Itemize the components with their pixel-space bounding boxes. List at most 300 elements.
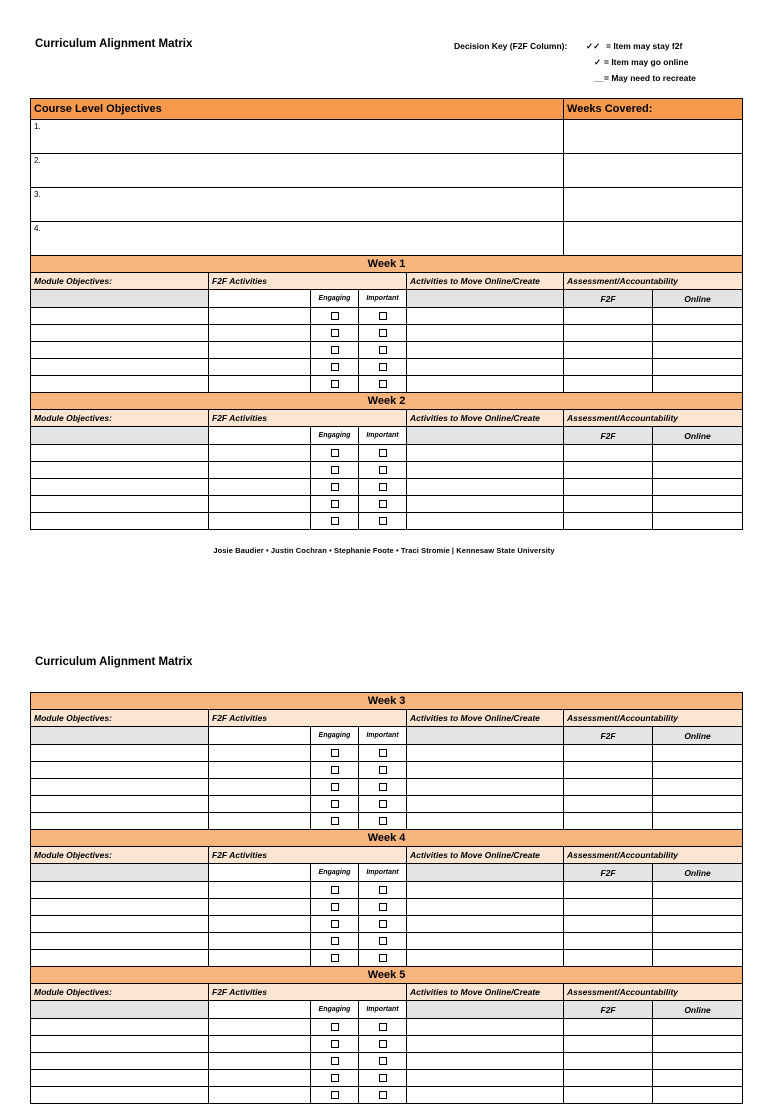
engaging-checkbox[interactable] [331, 380, 339, 388]
move-online-field[interactable] [407, 462, 564, 479]
f2f-activity-field[interactable] [209, 496, 311, 513]
important-checkbox[interactable] [379, 483, 387, 491]
important-header: Important [359, 1001, 407, 1019]
f2f-activity-field[interactable] [209, 342, 311, 359]
f2f-activity-field[interactable] [209, 359, 311, 376]
f2f-assessment-field[interactable] [564, 325, 653, 342]
engaging-checkbox[interactable] [331, 517, 339, 525]
engaging-checkbox[interactable] [331, 466, 339, 474]
important-checkbox[interactable] [379, 749, 387, 757]
f2f-assessment-header: F2F [564, 290, 653, 308]
f2f-activity-field[interactable] [209, 779, 311, 796]
f2f-activity-field[interactable] [209, 762, 311, 779]
table-row [31, 479, 743, 496]
online-assessment-field[interactable] [653, 779, 743, 796]
move-online-field[interactable] [407, 1070, 564, 1087]
table-row [31, 813, 743, 830]
decision-key-label: Decision Key (F2F Column): [454, 41, 568, 51]
module-objectives-subcell [31, 427, 209, 445]
blank-line-icon: __ [594, 73, 604, 83]
important-checkbox-cell [359, 950, 407, 967]
online-assessment-header: Online [653, 427, 743, 445]
important-checkbox-cell [359, 745, 407, 762]
f2f-activity-field[interactable] [209, 1053, 311, 1070]
table-row [31, 1036, 743, 1053]
table-row [31, 916, 743, 933]
module-objective-field[interactable] [31, 376, 209, 393]
column-header-row [31, 984, 743, 1001]
engaging-checkbox-cell [311, 1087, 359, 1104]
f2f-activity-field[interactable] [209, 796, 311, 813]
move-online-header: Activities to Move Online/Create [407, 984, 564, 1001]
f2f-activity-field[interactable] [209, 462, 311, 479]
engaging-checkbox-cell [311, 779, 359, 796]
f2f-assessment-field[interactable] [564, 813, 653, 830]
important-checkbox[interactable] [379, 886, 387, 894]
engaging-checkbox-cell [311, 325, 359, 342]
important-checkbox[interactable] [379, 1091, 387, 1099]
engaging-checkbox-cell [311, 933, 359, 950]
module-objectives-subcell [31, 290, 209, 308]
double-check-icon: ✓✓ [586, 41, 601, 51]
engaging-checkbox-cell [311, 762, 359, 779]
move-online-subcell [407, 727, 564, 745]
engaging-checkbox-cell [311, 916, 359, 933]
online-assessment-field[interactable] [653, 513, 743, 530]
f2f-assessment-field[interactable] [564, 1019, 653, 1036]
important-checkbox[interactable] [379, 783, 387, 791]
move-online-field[interactable] [407, 1036, 564, 1053]
table-row [31, 496, 743, 513]
table-row [31, 745, 743, 762]
module-objectives-header: Module Objectives: [31, 984, 209, 1001]
module-objectives-header: Module Objectives: [31, 847, 209, 864]
f2f-activities-subcell [209, 427, 311, 445]
f2f-assessment-field[interactable] [564, 882, 653, 899]
important-checkbox[interactable] [379, 312, 387, 320]
online-assessment-field[interactable] [653, 325, 743, 342]
f2f-activity-field[interactable] [209, 882, 311, 899]
alignment-matrix-page2 [30, 692, 743, 1104]
objective-text-field[interactable]: 1. [31, 120, 564, 154]
online-assessment-field[interactable] [653, 813, 743, 830]
important-checkbox[interactable] [379, 903, 387, 911]
module-objectives-header: Module Objectives: [31, 710, 209, 727]
sub-header-row [31, 864, 743, 882]
engaging-checkbox[interactable] [331, 903, 339, 911]
f2f-assessment-field[interactable] [564, 1036, 653, 1053]
weeks-covered-field[interactable] [564, 222, 743, 256]
move-online-field[interactable] [407, 1087, 564, 1104]
engaging-checkbox[interactable] [331, 920, 339, 928]
online-assessment-field[interactable] [653, 933, 743, 950]
f2f-activity-field[interactable] [209, 950, 311, 967]
f2f-activity-field[interactable] [209, 1087, 311, 1104]
table-row [31, 359, 743, 376]
f2f-activity-field[interactable] [209, 916, 311, 933]
module-objective-field[interactable] [31, 359, 209, 376]
important-checkbox-cell [359, 1019, 407, 1036]
engaging-checkbox[interactable] [331, 954, 339, 962]
table-row [31, 899, 743, 916]
engaging-checkbox-cell [311, 1036, 359, 1053]
important-checkbox-cell [359, 762, 407, 779]
f2f-activity-field[interactable] [209, 1019, 311, 1036]
move-online-field[interactable] [407, 882, 564, 899]
move-online-field[interactable] [407, 445, 564, 462]
footer-credits: Josie Baudier • Justin Cochran • Stephanie Foote • Traci Stromie | Kennesaw State University [213, 546, 555, 555]
f2f-activities-subcell [209, 1001, 311, 1019]
important-checkbox[interactable] [379, 954, 387, 962]
engaging-checkbox-cell [311, 950, 359, 967]
engaging-checkbox[interactable] [331, 329, 339, 337]
online-assessment-field[interactable] [653, 445, 743, 462]
table-row [31, 762, 743, 779]
objective-row [31, 154, 743, 188]
f2f-assessment-field[interactable] [564, 462, 653, 479]
online-assessment-field[interactable] [653, 916, 743, 933]
engaging-checkbox-cell [311, 899, 359, 916]
online-assessment-field[interactable] [653, 308, 743, 325]
online-assessment-field[interactable] [653, 796, 743, 813]
engaging-checkbox[interactable] [331, 766, 339, 774]
f2f-assessment-field[interactable] [564, 779, 653, 796]
f2f-activity-field[interactable] [209, 376, 311, 393]
table-row [31, 950, 743, 967]
online-assessment-field[interactable] [653, 479, 743, 496]
f2f-assessment-field[interactable] [564, 916, 653, 933]
f2f-activity-field[interactable] [209, 1036, 311, 1053]
f2f-assessment-header: F2F [564, 1001, 653, 1019]
important-checkbox-cell [359, 779, 407, 796]
week-header-row [31, 256, 743, 273]
engaging-header: Engaging [311, 1001, 359, 1019]
module-objectives-subcell [31, 864, 209, 882]
important-checkbox-cell [359, 445, 407, 462]
f2f-assessment-field[interactable] [564, 1053, 653, 1070]
important-checkbox-cell [359, 308, 407, 325]
table-row [31, 308, 743, 325]
module-objective-field[interactable] [31, 342, 209, 359]
important-checkbox[interactable] [379, 449, 387, 457]
important-checkbox-cell [359, 342, 407, 359]
assessment-header: Assessment/Accountability [564, 273, 743, 290]
objective-row [31, 120, 743, 154]
week-header-row [31, 393, 743, 410]
important-checkbox[interactable] [379, 817, 387, 825]
weeks-covered-field[interactable] [564, 120, 743, 154]
important-header: Important [359, 290, 407, 308]
objective-text-field[interactable]: 2. [31, 154, 564, 188]
online-assessment-field[interactable] [653, 359, 743, 376]
module-objective-field[interactable] [31, 445, 209, 462]
online-assessment-header: Online [653, 1001, 743, 1019]
engaging-header: Engaging [311, 864, 359, 882]
engaging-checkbox-cell [311, 513, 359, 530]
move-online-header: Activities to Move Online/Create [407, 710, 564, 727]
table-row [31, 1019, 743, 1036]
important-checkbox-cell [359, 513, 407, 530]
f2f-assessment-field[interactable] [564, 479, 653, 496]
important-checkbox[interactable] [379, 766, 387, 774]
f2f-activity-field[interactable] [209, 325, 311, 342]
f2f-activities-header: F2F Activities [209, 984, 407, 1001]
f2f-assessment-field[interactable] [564, 376, 653, 393]
important-checkbox[interactable] [379, 1074, 387, 1082]
f2f-assessment-field[interactable] [564, 762, 653, 779]
move-online-header: Activities to Move Online/Create [407, 410, 564, 427]
f2f-activity-field[interactable] [209, 899, 311, 916]
decision-key-text: = May need to recreate [604, 73, 696, 83]
important-checkbox-cell [359, 882, 407, 899]
engaging-checkbox[interactable] [331, 1057, 339, 1065]
engaging-checkbox[interactable] [331, 500, 339, 508]
f2f-assessment-field[interactable] [564, 950, 653, 967]
online-assessment-field[interactable] [653, 462, 743, 479]
move-online-field[interactable] [407, 359, 564, 376]
important-checkbox[interactable] [379, 937, 387, 945]
online-assessment-field[interactable] [653, 1070, 743, 1087]
important-checkbox[interactable] [379, 380, 387, 388]
move-online-field[interactable] [407, 916, 564, 933]
column-header-row [31, 410, 743, 427]
module-objective-field[interactable] [31, 796, 209, 813]
module-objective-field[interactable] [31, 916, 209, 933]
move-online-subcell [407, 290, 564, 308]
important-header: Important [359, 427, 407, 445]
f2f-assessment-field[interactable] [564, 445, 653, 462]
week-title: Week 2 [31, 393, 743, 410]
online-assessment-header: Online [653, 727, 743, 745]
f2f-assessment-field[interactable] [564, 1087, 653, 1104]
important-checkbox-cell [359, 899, 407, 916]
engaging-checkbox[interactable] [331, 886, 339, 894]
important-checkbox-cell [359, 1070, 407, 1087]
important-checkbox-cell [359, 479, 407, 496]
engaging-checkbox[interactable] [331, 1074, 339, 1082]
move-online-field[interactable] [407, 745, 564, 762]
f2f-assessment-field[interactable] [564, 513, 653, 530]
sub-header-row [31, 290, 743, 308]
important-checkbox[interactable] [379, 517, 387, 525]
important-checkbox[interactable] [379, 800, 387, 808]
module-objective-field[interactable] [31, 745, 209, 762]
module-objectives-subcell [31, 727, 209, 745]
online-assessment-field[interactable] [653, 1019, 743, 1036]
f2f-activity-field[interactable] [209, 479, 311, 496]
online-assessment-field[interactable] [653, 376, 743, 393]
move-online-field[interactable] [407, 762, 564, 779]
module-objective-field[interactable] [31, 899, 209, 916]
module-objective-field[interactable] [31, 513, 209, 530]
f2f-assessment-field[interactable] [564, 745, 653, 762]
online-assessment-field[interactable] [653, 496, 743, 513]
online-assessment-field[interactable] [653, 342, 743, 359]
move-online-field[interactable] [407, 796, 564, 813]
f2f-activities-subcell [209, 290, 311, 308]
module-objective-field[interactable] [31, 950, 209, 967]
move-online-field[interactable] [407, 325, 564, 342]
module-objective-field[interactable] [31, 1053, 209, 1070]
online-assessment-field[interactable] [653, 950, 743, 967]
engaging-checkbox[interactable] [331, 783, 339, 791]
module-objectives-subcell [31, 1001, 209, 1019]
module-objective-field[interactable] [31, 1036, 209, 1053]
online-assessment-field[interactable] [653, 762, 743, 779]
engaging-checkbox[interactable] [331, 1091, 339, 1099]
online-assessment-field[interactable] [653, 1036, 743, 1053]
engaging-checkbox[interactable] [331, 483, 339, 491]
f2f-activity-field[interactable] [209, 308, 311, 325]
engaging-checkbox-cell [311, 342, 359, 359]
move-online-field[interactable] [407, 513, 564, 530]
module-objective-field[interactable] [31, 496, 209, 513]
engaging-checkbox[interactable] [331, 817, 339, 825]
f2f-activity-field[interactable] [209, 933, 311, 950]
move-online-field[interactable] [407, 779, 564, 796]
table-row [31, 513, 743, 530]
engaging-checkbox[interactable] [331, 800, 339, 808]
online-assessment-field[interactable] [653, 1053, 743, 1070]
module-objective-field[interactable] [31, 779, 209, 796]
f2f-assessment-field[interactable] [564, 342, 653, 359]
engaging-checkbox-cell [311, 308, 359, 325]
online-assessment-field[interactable] [653, 1087, 743, 1104]
assessment-header: Assessment/Accountability [564, 984, 743, 1001]
engaging-checkbox[interactable] [331, 346, 339, 354]
engaging-checkbox[interactable] [331, 749, 339, 757]
move-online-field[interactable] [407, 1019, 564, 1036]
important-checkbox-cell [359, 1053, 407, 1070]
check-icon: ✓ [594, 57, 602, 67]
table-row [31, 933, 743, 950]
module-objective-field[interactable] [31, 933, 209, 950]
week-title: Week 4 [31, 830, 743, 847]
f2f-assessment-header: F2F [564, 727, 653, 745]
move-online-field[interactable] [407, 933, 564, 950]
important-checkbox-cell [359, 376, 407, 393]
move-online-field[interactable] [407, 342, 564, 359]
important-checkbox[interactable] [379, 329, 387, 337]
f2f-assessment-field[interactable] [564, 899, 653, 916]
objective-row [31, 222, 743, 256]
engaging-header: Engaging [311, 290, 359, 308]
engaging-checkbox[interactable] [331, 1040, 339, 1048]
move-online-field[interactable] [407, 950, 564, 967]
engaging-checkbox[interactable] [331, 312, 339, 320]
online-assessment-field[interactable] [653, 899, 743, 916]
important-checkbox[interactable] [379, 466, 387, 474]
f2f-activity-field[interactable] [209, 813, 311, 830]
f2f-activity-field[interactable] [209, 1070, 311, 1087]
module-objective-field[interactable] [31, 479, 209, 496]
column-header-row [31, 273, 743, 290]
page-title: Curriculum Alignment Matrix [35, 38, 193, 50]
engaging-checkbox[interactable] [331, 449, 339, 457]
important-checkbox[interactable] [379, 500, 387, 508]
alignment-matrix-page1 [30, 98, 743, 530]
sub-header-row [31, 727, 743, 745]
objective-text-field[interactable]: 3. [31, 188, 564, 222]
engaging-checkbox-cell [311, 882, 359, 899]
table-row [31, 796, 743, 813]
engaging-checkbox[interactable] [331, 937, 339, 945]
important-checkbox[interactable] [379, 1040, 387, 1048]
engaging-checkbox-cell [311, 813, 359, 830]
weeks-covered-field[interactable] [564, 188, 743, 222]
f2f-assessment-field[interactable] [564, 496, 653, 513]
decision-key-text: = Item may go online [604, 57, 689, 67]
module-objective-field[interactable] [31, 762, 209, 779]
f2f-assessment-field[interactable] [564, 359, 653, 376]
engaging-checkbox-cell [311, 462, 359, 479]
engaging-checkbox-cell [311, 359, 359, 376]
module-objective-field[interactable] [31, 462, 209, 479]
online-assessment-field[interactable] [653, 745, 743, 762]
assessment-header: Assessment/Accountability [564, 710, 743, 727]
move-online-field[interactable] [407, 496, 564, 513]
engaging-checkbox-cell [311, 1053, 359, 1070]
table-row [31, 462, 743, 479]
important-checkbox[interactable] [379, 920, 387, 928]
table-row [31, 779, 743, 796]
objective-text-field[interactable]: 4. [31, 222, 564, 256]
objective-row [31, 188, 743, 222]
important-header: Important [359, 864, 407, 882]
important-checkbox[interactable] [379, 346, 387, 354]
engaging-checkbox[interactable] [331, 363, 339, 371]
important-checkbox-cell [359, 325, 407, 342]
weeks-covered-field[interactable] [564, 154, 743, 188]
module-objective-field[interactable] [31, 882, 209, 899]
move-online-field[interactable] [407, 1053, 564, 1070]
week-title: Week 5 [31, 967, 743, 984]
f2f-activities-header: F2F Activities [209, 847, 407, 864]
module-objective-field[interactable] [31, 813, 209, 830]
f2f-activity-field[interactable] [209, 513, 311, 530]
move-online-field[interactable] [407, 479, 564, 496]
move-online-field[interactable] [407, 813, 564, 830]
week-header-row [31, 830, 743, 847]
f2f-assessment-field[interactable] [564, 796, 653, 813]
week-header-row [31, 693, 743, 710]
f2f-assessment-field[interactable] [564, 308, 653, 325]
decision-key-text: = Item may stay f2f [606, 41, 683, 51]
f2f-assessment-field[interactable] [564, 933, 653, 950]
f2f-activity-field[interactable] [209, 745, 311, 762]
page-title: Curriculum Alignment Matrix [35, 656, 193, 668]
important-checkbox-cell [359, 1087, 407, 1104]
module-objective-field[interactable] [31, 1070, 209, 1087]
move-online-field[interactable] [407, 899, 564, 916]
module-objective-field[interactable] [31, 1019, 209, 1036]
online-assessment-field[interactable] [653, 882, 743, 899]
assessment-header: Assessment/Accountability [564, 847, 743, 864]
important-checkbox[interactable] [379, 1023, 387, 1031]
f2f-assessment-field[interactable] [564, 1070, 653, 1087]
module-objective-field[interactable] [31, 325, 209, 342]
module-objective-field[interactable] [31, 308, 209, 325]
important-checkbox[interactable] [379, 1057, 387, 1065]
move-online-field[interactable] [407, 376, 564, 393]
move-online-field[interactable] [407, 308, 564, 325]
course-objectives-header: Course Level Objectives [31, 99, 564, 120]
f2f-activity-field[interactable] [209, 445, 311, 462]
module-objective-field[interactable] [31, 1087, 209, 1104]
important-checkbox[interactable] [379, 363, 387, 371]
move-online-subcell [407, 864, 564, 882]
engaging-checkbox[interactable] [331, 1023, 339, 1031]
